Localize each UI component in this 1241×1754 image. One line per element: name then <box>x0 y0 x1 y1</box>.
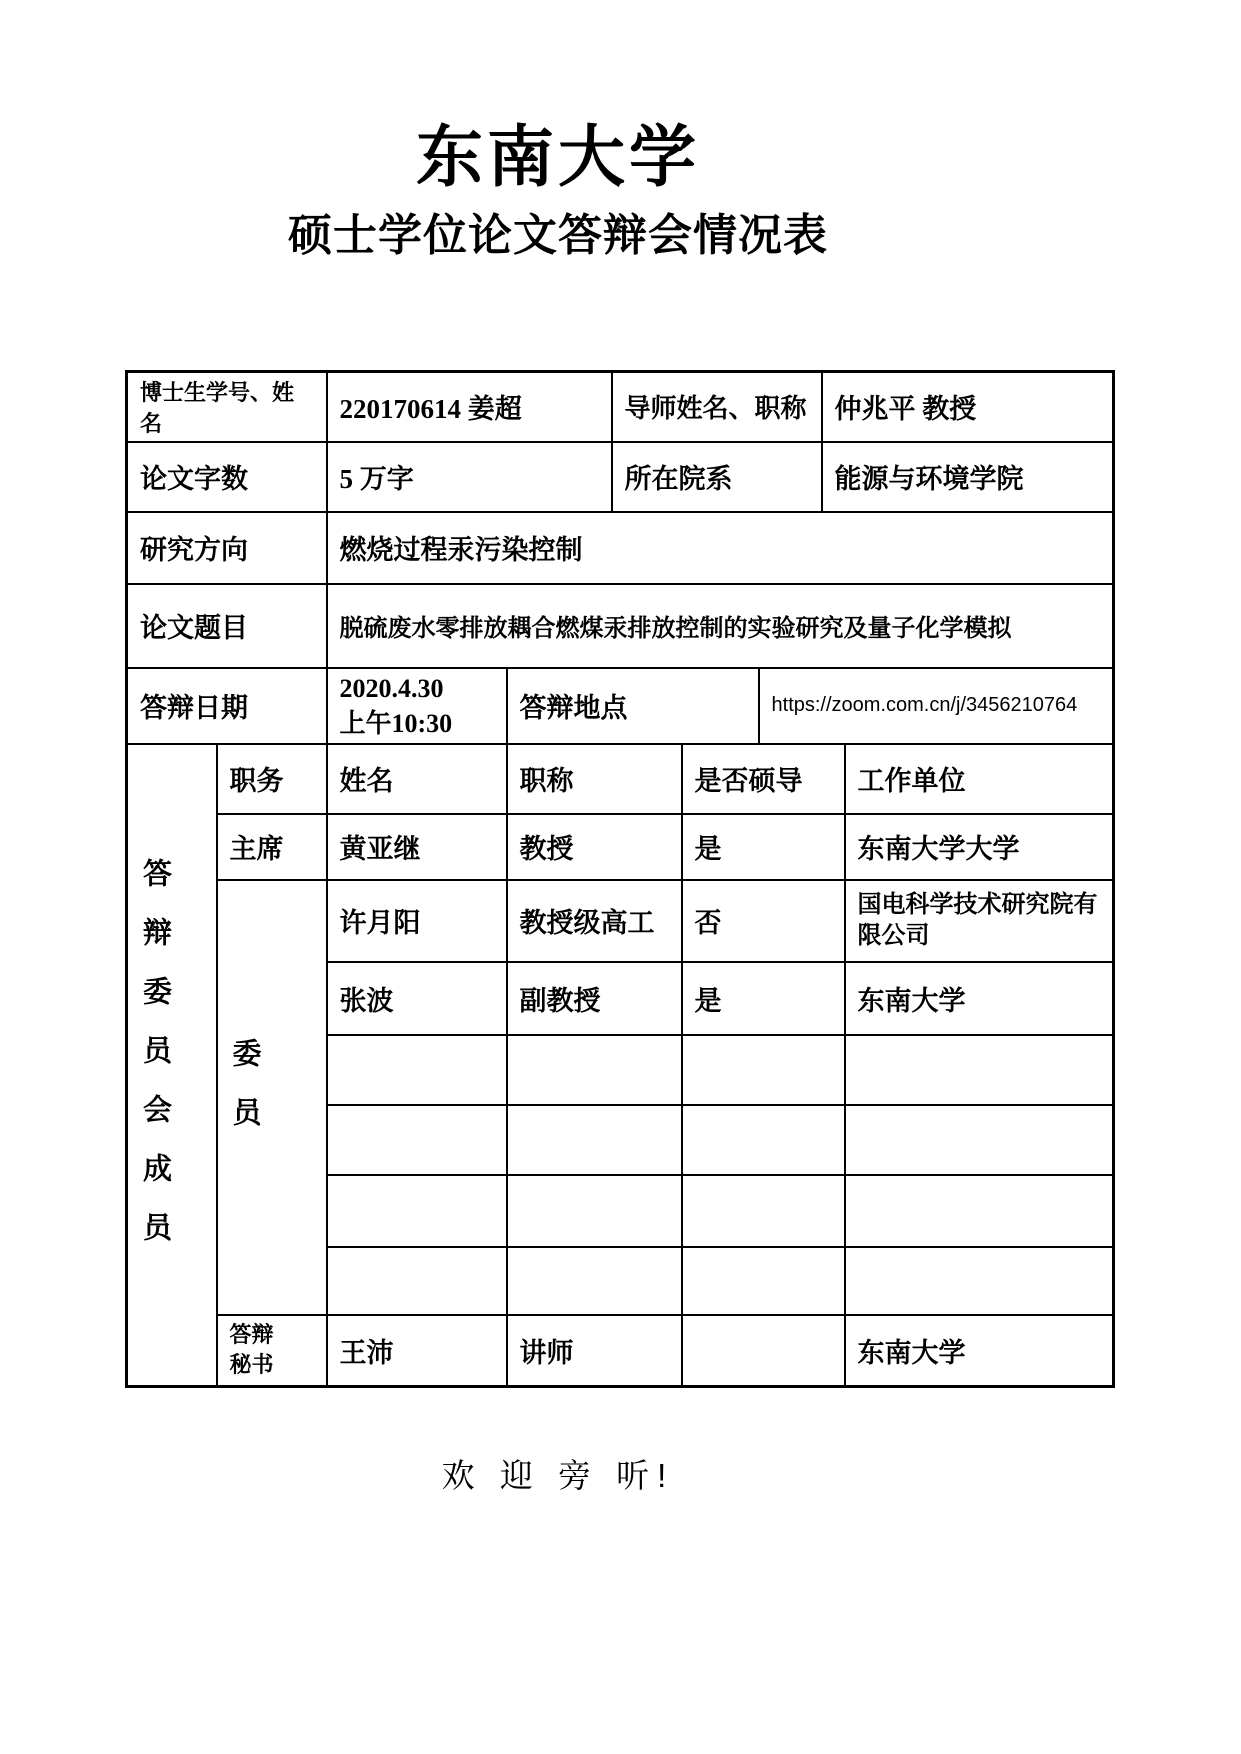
word-count-label: 论文字数 <box>127 442 327 512</box>
committee-section-cell <box>127 744 217 1387</box>
member-name: 许月阳 <box>327 880 507 962</box>
member-organization <box>845 1105 1114 1175</box>
secretary-role-label: 答辩秘书 <box>229 1321 274 1378</box>
col-header-name: 姓名 <box>327 744 507 814</box>
student-id-name-label: 博士生学号、姓名 <box>127 372 327 442</box>
member-organization <box>845 1035 1114 1105</box>
word-count-value: 5 万字 <box>327 442 612 512</box>
col-header-role: 职务 <box>217 744 327 814</box>
member-organization: 国电科学技术研究院有限公司 <box>845 880 1114 962</box>
member-name <box>327 1247 507 1315</box>
member-supervisor: 否 <box>682 880 845 962</box>
member-title: 副教授 <box>507 962 682 1035</box>
university-title: 东南大学 <box>416 121 700 195</box>
row-wordcount <box>127 442 1114 512</box>
defense-venue-link[interactable]: https://zoom.com.cn/j/3456210764 <box>759 668 1114 744</box>
row-secretary <box>127 1315 1114 1387</box>
defense-info-table <box>125 370 1115 1388</box>
secretary-name: 王沛 <box>327 1315 507 1387</box>
footer-note: 欢 迎 旁 听! <box>441 1457 675 1494</box>
col-header-supervisor: 是否硕导 <box>682 744 845 814</box>
defense-venue-label: 答辩地点 <box>507 668 759 744</box>
committee-section-label: 答辩委员会成员 <box>139 858 171 1272</box>
defense-date-line1: 2020.4.30 <box>339 673 444 703</box>
defense-date-line2: 上午10:30 <box>339 708 453 738</box>
member-supervisor <box>682 1035 845 1105</box>
member-name <box>327 1175 507 1247</box>
advisor-value: 仲兆平 教授 <box>822 372 1114 442</box>
secretary-organization: 东南大学 <box>845 1315 1114 1387</box>
student-id-name-value: 220170614 姜超 <box>327 372 612 442</box>
title-block <box>0 122 1116 260</box>
research-area-value: 燃烧过程汞污染控制 <box>327 512 1114 584</box>
member-supervisor <box>682 1247 845 1315</box>
form-title: 硕士学位论文答辩会情况表 <box>288 210 828 260</box>
defense-date-label: 答辩日期 <box>127 668 327 744</box>
member-supervisor <box>682 1175 845 1247</box>
member-name <box>327 1035 507 1105</box>
research-area-label: 研究方向 <box>127 512 327 584</box>
department-value: 能源与环境学院 <box>822 442 1114 512</box>
chair-supervisor: 是 <box>682 814 845 880</box>
row-research-area <box>127 512 1114 584</box>
member-name: 张波 <box>327 962 507 1035</box>
chair-name: 黄亚继 <box>327 814 507 880</box>
secretary-role <box>217 1315 327 1387</box>
member-role-label: 委员 <box>228 1038 261 1157</box>
row-member-1 <box>127 880 1114 962</box>
row-student <box>127 372 1114 442</box>
chair-role: 主席 <box>217 814 327 880</box>
thesis-title-value: 脱硫废水零排放耦合燃煤汞排放控制的实验研究及量子化学模拟 <box>327 584 1114 668</box>
member-supervisor <box>682 1105 845 1175</box>
chair-title: 教授 <box>507 814 682 880</box>
thesis-title-label: 论文题目 <box>127 584 327 668</box>
member-title <box>507 1105 682 1175</box>
member-supervisor: 是 <box>682 962 845 1035</box>
member-title <box>507 1175 682 1247</box>
row-defense-date <box>127 668 1114 744</box>
member-title: 教授级高工 <box>507 880 682 962</box>
member-name <box>327 1105 507 1175</box>
row-thesis-title <box>127 584 1114 668</box>
row-chair <box>127 814 1114 880</box>
member-organization: 东南大学 <box>845 962 1114 1035</box>
member-role-cell <box>217 880 327 1315</box>
col-header-title: 职称 <box>507 744 682 814</box>
member-organization <box>845 1175 1114 1247</box>
chair-organization: 东南大学大学 <box>845 814 1114 880</box>
row-committee-header <box>127 744 1114 814</box>
col-header-organization: 工作单位 <box>845 744 1114 814</box>
member-title <box>507 1247 682 1315</box>
secretary-supervisor <box>682 1315 845 1387</box>
member-organization <box>845 1247 1114 1315</box>
defense-date-value <box>327 668 507 744</box>
advisor-label: 导师姓名、职称 <box>612 372 822 442</box>
member-title <box>507 1035 682 1105</box>
secretary-title: 讲师 <box>507 1315 682 1387</box>
department-label: 所在院系 <box>612 442 822 512</box>
